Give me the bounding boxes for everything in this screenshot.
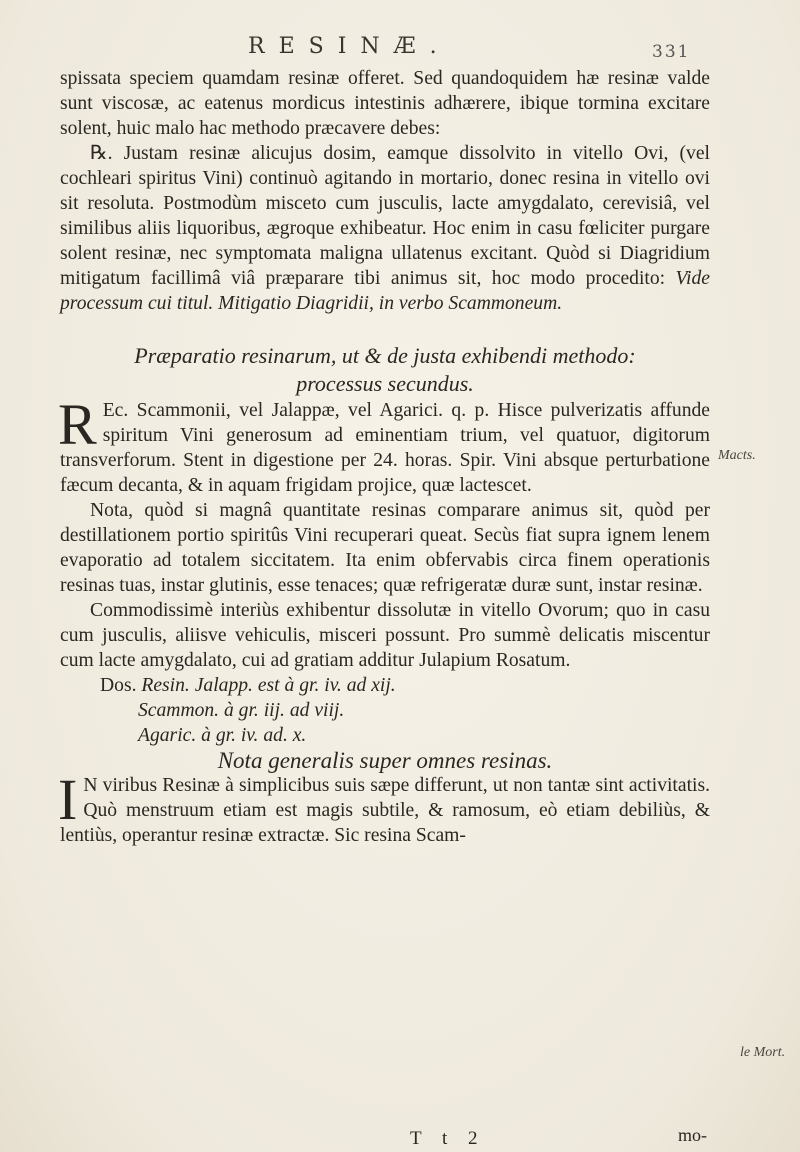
body-text: [60, 66, 710, 848]
page-header: [0, 34, 800, 64]
dropcap-r: R: [58, 392, 97, 457]
paragraph-6-text: N viribus Resinæ à simplicibus suis sæpe differunt, ut non tantæ sint activitatis. Quò menstruum etiam est magis subtile, & ramosum, eò etiam debiliùs, & lentiùs, operantur resinæ extractæ. Sic resina Scam-: [60, 775, 710, 846]
catchword: mo-: [678, 1125, 707, 1145]
dose-jalapp: Resin. Jalapp. est à gr. iv. ad xij.: [141, 675, 396, 696]
signature-mark: T t 2: [410, 1128, 486, 1149]
running-head: RESINÆ.: [248, 34, 451, 59]
dose-line-2: Scammon. à gr. iij. ad viij.: [138, 700, 345, 721]
paragraph-2: [60, 141, 710, 316]
paragraph-3-text: Ec. Scammonii, vel Jalappæ, vel Agarici. q. p. Hisce pulverizatis affunde spiritum Vini generosum ad eminentiam trium, vel quatuor, digitorum transverforum. Stent in digestione per 24. horas. Spir. Vini absque perturbatione fæcum decanta, & in aquam frigidam projice, quæ lactescet.: [60, 400, 710, 496]
dose-lead: Dos.: [100, 675, 137, 696]
dose-block: [100, 673, 710, 748]
paragraph-6: [58, 767, 710, 848]
dropcap-i: I: [58, 767, 78, 832]
page-number: 331: [652, 42, 691, 62]
margin-note-le-mort: le Mort.: [740, 1045, 786, 1060]
paragraph-2-text: ℞. Justam resinæ alicujus dosim, eamque dissolvito in vitello Ovi, (vel cochleari spiritus Vini) continuò agitando in mortario, donec resina in vitello ovi sit resoluta. Postmodùm misceto cum jusculis, lacte amygdalato, cerevisiâ, vel similibus aliis liquoribus, ægroque exhibeatur. Hoc enim in casu fœliciter purgare solent resinæ, nec symptomata maligna ullatenus excitant. Quòd si Diagridium mitigatum facillimâ viâ præparare tibi animus sit, hoc modo procedito:: [60, 143, 710, 289]
section-2-title: Nota generalis super omnes resinas.: [217, 748, 553, 773]
paragraph-4: Nota, quòd si magnâ quantitate resinas comparare animus sit, quòd per destillationem portio spiritûs Vini recuperari queat. Secùs fiat supra ignem lenem evaporatio ad totalem siccitatem. Ita enim obfervabis circa finem operationis resinas tuas, instar glutinis, esse tenaces; quæ refrigeratæ duræ sunt, instar resinæ.: [60, 500, 710, 596]
paragraph-3: [58, 392, 710, 498]
margin-note-macts: Macts.: [718, 448, 756, 463]
paragraph-1: spissata speciem quamdam resinæ offeret. Sed quandoquidem hæ resinæ valde sunt viscosæ, ac eatenus mordicus intestinis adhærere, ibique tormina excitare solent, huic malo hac methodo præcavere debes:: [60, 68, 710, 139]
paragraph-2-reference: Vide processum cui titul. Mitigatio Diagridii, in verbo Scammoneum.: [60, 268, 710, 314]
paragraph-5: Commodissimè interiùs exhibentur dissolutæ in vitello Ovorum; quo in casu cum jusculis, aliisve vehiculis, misceri possunt. Pro summè delicatis miscentur cum lacte amygdalato, cui ad gratiam additur Julapium Rosatum.: [60, 600, 710, 671]
dose-line-3: Agaric. à gr. iv. ad. x.: [138, 725, 307, 746]
section-1-title: Præparatio resinarum, ut & de justa exhibendi methodo:: [134, 343, 636, 368]
section-1-subtitle: processus secundus.: [296, 371, 474, 396]
dose-line-1: [100, 673, 710, 698]
